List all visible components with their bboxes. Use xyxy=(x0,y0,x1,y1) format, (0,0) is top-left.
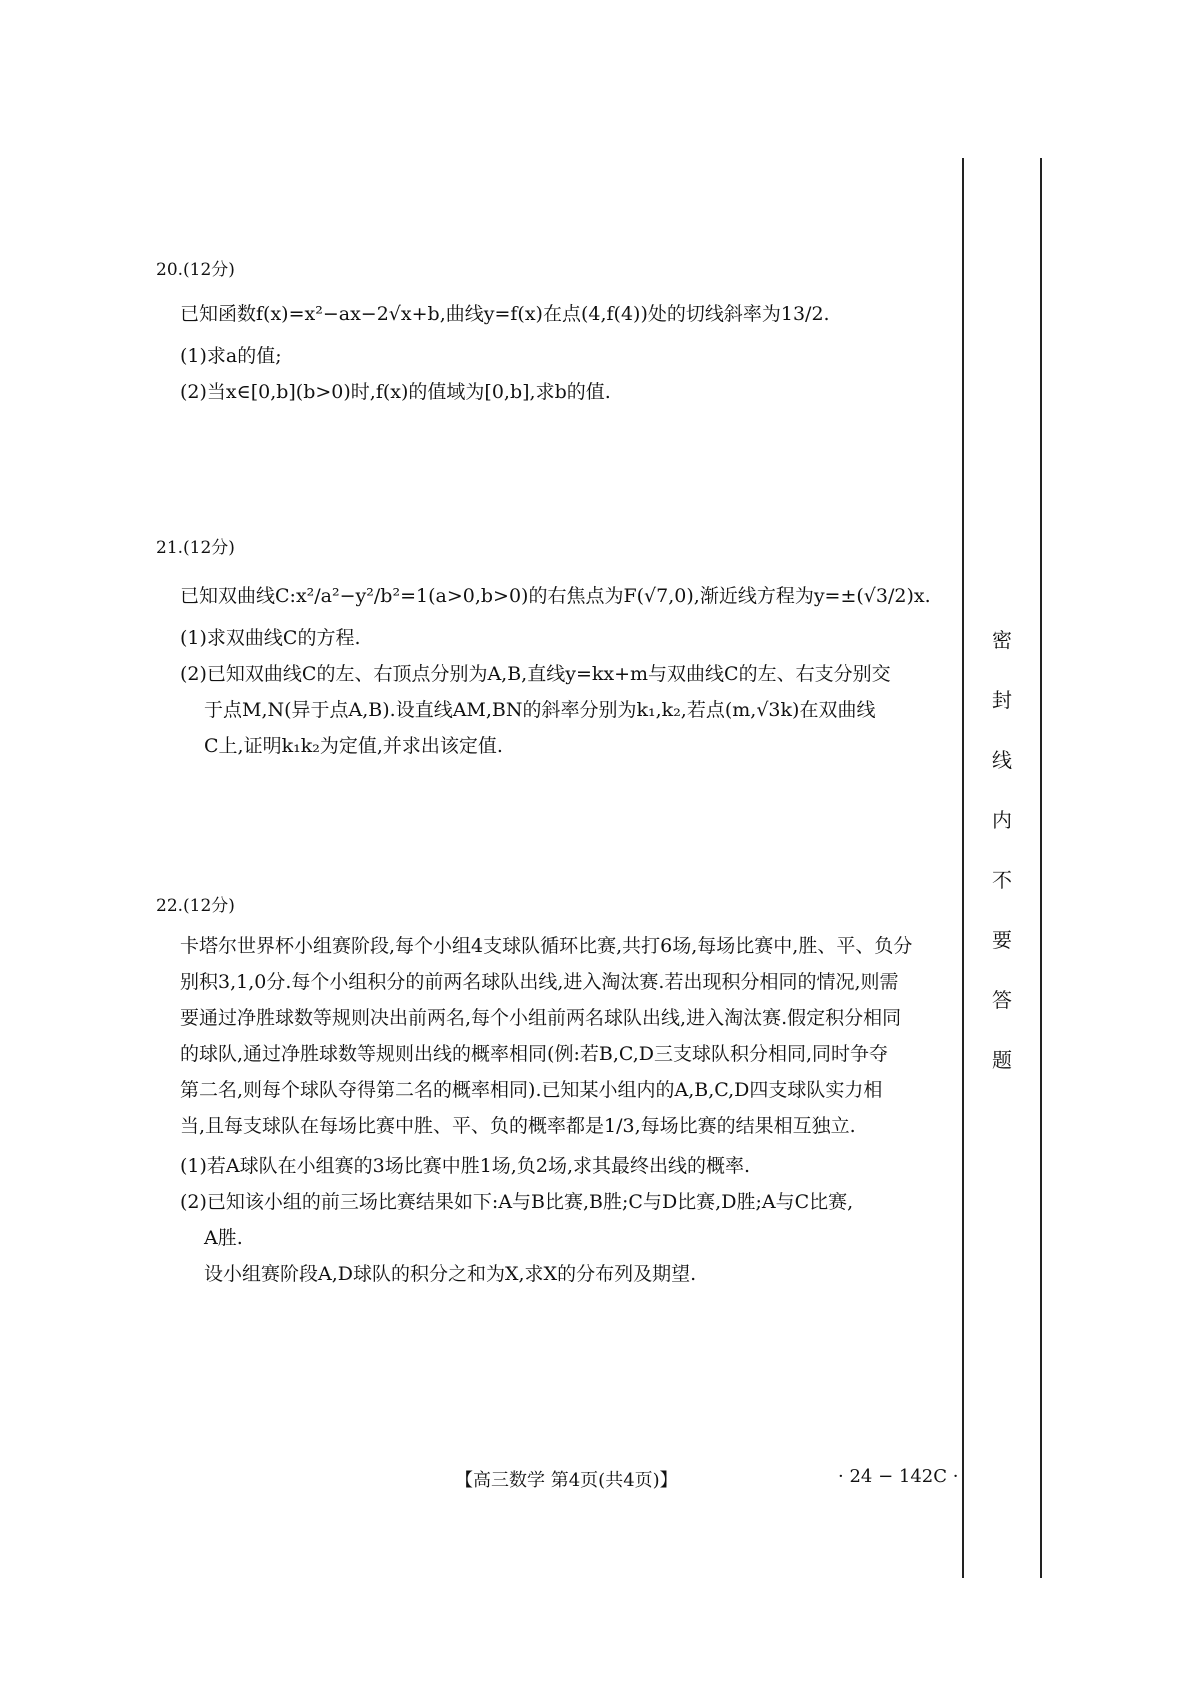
question-stem-line: 的球队,通过净胜球数等规则出线的概率相同(例:若B,C,D三支球队积分相同,同时争夺 xyxy=(180,1043,889,1065)
seal-char: 线 xyxy=(992,748,1012,772)
question-20 xyxy=(158,252,938,410)
question-part-1: (1)求双曲线C的方程. xyxy=(180,627,361,649)
question-number: 21.(12分) xyxy=(156,538,235,558)
question-number: 22.(12分) xyxy=(156,896,235,916)
question-part-1: (1)若A球队在小组赛的3场比赛中胜1场,负2场,求其最终出线的概率. xyxy=(180,1155,751,1177)
question-part-2-line-3: C上,证明k₁k₂为定值,并求出该定值. xyxy=(204,735,503,757)
question-part-2-line-3: 设小组赛阶段A,D球队的积分之和为X,求X的分布列及期望. xyxy=(204,1263,697,1285)
paper-code: · 24 − 142C · xyxy=(838,1466,959,1487)
question-part-2: (2)当x∈[0,b](b>0)时,f(x)的值域为[0,b],求b的值. xyxy=(180,381,611,403)
seal-char: 内 xyxy=(992,808,1012,832)
seal-border-right xyxy=(1040,158,1042,1578)
question-22 xyxy=(158,888,938,1292)
seal-border-left xyxy=(962,158,964,1578)
question-number: 20.(12分) xyxy=(156,260,235,280)
seal-char: 不 xyxy=(992,868,1012,892)
seal-notice xyxy=(985,610,1019,1090)
seal-char: 题 xyxy=(992,1048,1012,1072)
page-info: 【高三数学 第4页(共4页)】 xyxy=(455,1470,678,1491)
question-stem-line: 别积3,1,0分.每个小组积分的前两名球队出线,进入淘汰赛.若出现积分相同的情况,则需 xyxy=(180,971,899,993)
question-part-2-line-1: (2)已知双曲线C的左、右顶点分别为A,B,直线y=kx+m与双曲线C的左、右支分别交 xyxy=(180,663,891,685)
question-stem: 已知双曲线C:x²/a²−y²/b²=1(a>0,b>0)的右焦点为F(√7,0),渐近线方程为y=±(√3/2)x. xyxy=(180,585,931,607)
question-stem-line: 第二名,则每个球队夺得第二名的概率相同).已知某小组内的A,B,C,D四支球队实力相 xyxy=(180,1079,883,1101)
seal-char: 密 xyxy=(992,628,1012,652)
question-stem-line: 要通过净胜球数等规则决出前两名,每个小组前两名球队出线,进入淘汰赛.假定积分相同 xyxy=(180,1007,902,1029)
question-stem-line: 卡塔尔世界杯小组赛阶段,每个小组4支球队循环比赛,共打6场,每场比赛中,胜、平、负分 xyxy=(180,935,913,957)
question-part-2-line-2: A胜. xyxy=(204,1227,243,1249)
question-part-2-line-2: 于点M,N(异于点A,B).设直线AM,BN的斜率分别为k₁,k₂,若点(m,√3k)在双曲线 xyxy=(204,699,876,721)
question-stem: 已知函数f(x)=x²−ax−2√x+b,曲线y=f(x)在点(4,f(4))处的切线斜率为13/2. xyxy=(180,303,830,325)
question-21 xyxy=(158,530,938,764)
seal-char: 封 xyxy=(992,688,1012,712)
question-stem-line: 当,且每支球队在每场比赛中胜、平、负的概率都是1/3,每场比赛的结果相互独立. xyxy=(180,1115,856,1137)
question-part-1: (1)求a的值; xyxy=(180,345,282,367)
seal-char: 答 xyxy=(992,988,1012,1012)
seal-char: 要 xyxy=(992,928,1012,952)
question-part-2-line-1: (2)已知该小组的前三场比赛结果如下:A与B比赛,B胜;C与D比赛,D胜;A与C比赛, xyxy=(180,1191,854,1213)
